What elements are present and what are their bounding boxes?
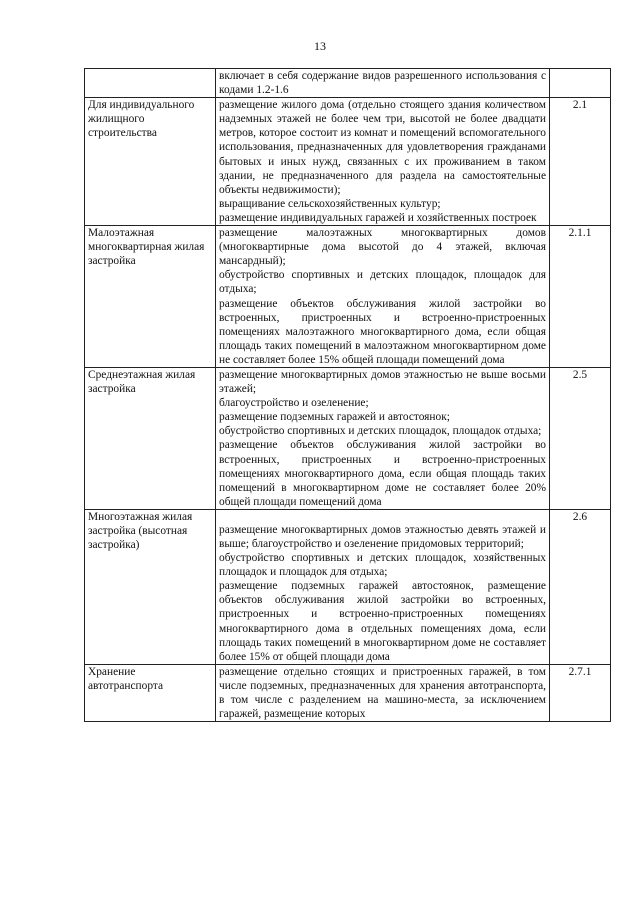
description-line: размещение подземных гаражей автостоянок, размещение объектов обслуживания жилой застройки во встроенных, пристроенных и встроенно-пристроенных помещениях многоквартирного дома в отдельных помещениях дома, если площадь таких помещений в многоквартирном доме не составляет более 15% от общей площади дома [219,580,546,663]
use-description-cell [216,664,550,721]
use-name-cell [85,69,216,98]
use-description-cell [216,226,550,368]
description-line: размещение индивидуальных гаражей и хозяйственных построек [219,211,537,224]
use-description-cell [216,509,550,664]
description-line: включает в себя содержание видов разрешенного использования с кодами 1.2-1.6 [219,70,546,97]
description-line: обустройство спортивных и детских площадок, хозяйственных площадок и площадок для отдыха; [219,552,546,579]
land-use-table [84,68,611,722]
use-code-cell: 2.7.1 [550,664,611,721]
description-line: обустройство спортивных и детских площадок, площадок для отдыха; [219,269,546,296]
use-code-cell: 2.5 [550,367,611,509]
use-code-cell [550,69,611,98]
table-row [85,226,611,368]
use-description-cell [216,69,550,98]
page-number: 13 [314,39,326,53]
use-description-cell [216,367,550,509]
use-code-cell: 2.1 [550,98,611,226]
description-line: размещение отдельно стоящих и пристроенных гаражей, в том числе подземных, предназначенных для хранения автотранспорта, в том числе с разделением на машино-места, за исключением гаражей, размещение которых [219,665,546,721]
table-row [85,367,611,509]
table-row [85,98,611,226]
use-name-cell: Среднеэтажная жилая застройка [85,367,216,509]
use-code-cell: 2.6 [550,509,611,664]
description-line: размещение объектов обслуживания жилой застройки во встроенных, пристроенных и встроенно-пристроенных помещениях малоэтажного многоквартирного дома, если общая площадь таких помещений в малоэтажном многоквартирном доме не составляет более 15% общей площади помещений дома [219,297,546,366]
description-line: благоустройство и озеленение; [219,397,369,410]
description-line: размещение подземных гаражей и автостоянок; [219,411,450,424]
use-code-cell: 2.1.1 [550,226,611,368]
description-line: размещение объектов обслуживания жилой застройки во встроенных, пристроенных и встроенно-пристроенных помещениях многоквартирного дома, если общая площадь таких помещений в многоквартирном доме не составляет более 20% общей площади помещений дома [219,439,546,508]
table-row [85,509,611,664]
description-line: размещение многоквартирных домов этажностью девять этажей и выше; благоустройство и озеленение придомовых территорий; [219,523,546,550]
table-row [85,664,611,721]
description-line: обустройство спортивных и детских площадок, площадок отдыха; [219,425,542,438]
use-name-cell: Для индивидуального жилищного строительства [85,98,216,226]
use-name-cell: Многоэтажная жилая застройка (высотная застройка) [85,509,216,664]
description-line: размещение малоэтажных многоквартирных домов (многоквартирные дома высотой до 4 этажей, включая мансардный); [219,227,546,268]
description-line: выращивание сельскохозяйственных культур; [219,197,441,210]
use-name-cell: Малоэтажная многоквартирная жилая застройка [85,226,216,368]
use-name-cell: Хранение автотранспорта [85,664,216,721]
table-row [85,69,611,98]
description-line: размещение жилого дома (отдельно стоящего здания количеством надземных этажей не более чем три, высотой не более двадцати метров, которое состоит из комнат и помещений вспомогательного использования, предназначенных для удовлетворения гражданами бытовых и иных нужд, связанных с их проживанием в таком здании, не предназначенного для раздела на самостоятельные объекты недвижимости); [219,99,546,196]
description-line: размещение многоквартирных домов этажностью не выше восьми этажей; [219,368,546,396]
use-description-cell [216,98,550,226]
